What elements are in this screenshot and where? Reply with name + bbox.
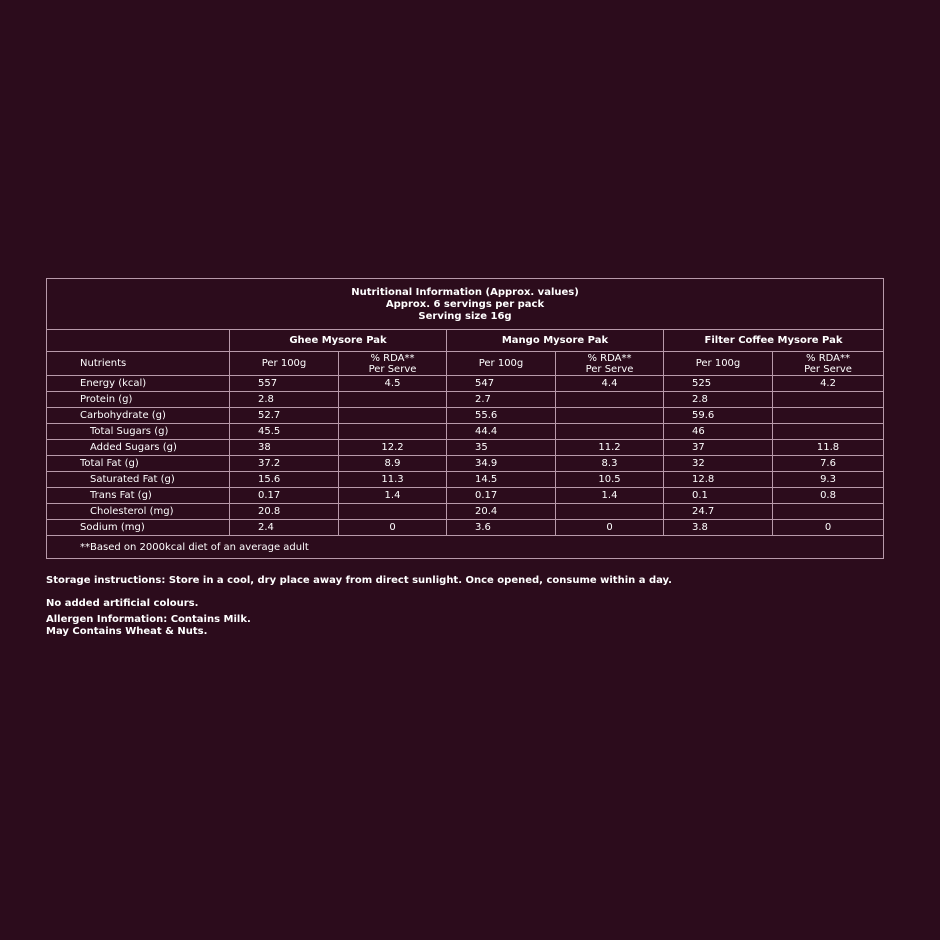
rda-header: % RDA** Per Serve [339,352,447,376]
per100-header: Per 100g [664,352,773,376]
coffee-per100-value: 24.7 [664,504,773,520]
ghee-per100-value: 2.4 [230,520,339,536]
rda-header: % RDA** Per Serve [773,352,884,376]
coffee-per100-value: 12.8 [664,472,773,488]
table-row [47,392,884,408]
coffee-rda-value [773,408,884,424]
ghee-rda-value [339,392,447,408]
mango-rda-value [556,392,664,408]
ghee-rda-value [339,504,447,520]
table-row [47,408,884,424]
title-line-1: Nutritional Information (Approx. values) [351,287,579,298]
mango-rda-value: 1.4 [556,488,664,504]
nutrient-name: Energy (kcal) [47,376,230,392]
rda-header: % RDA** Per Serve [556,352,664,376]
mango-rda-value [556,424,664,440]
nutrient-name: Trans Fat (g) [47,488,230,504]
product-header-row [47,330,884,352]
mango-per100-value: 547 [447,376,556,392]
table-title-row [47,279,884,330]
coffee-rda-value [773,392,884,408]
title-line-3: Serving size 16g [418,311,512,322]
nutrient-name: Total Fat (g) [47,456,230,472]
mango-per100-value: 44.4 [447,424,556,440]
mango-per100-value: 55.6 [447,408,556,424]
mango-rda-value [556,408,664,424]
mango-rda-value: 4.4 [556,376,664,392]
blank-cell [47,330,230,352]
ghee-rda-value: 4.5 [339,376,447,392]
coffee-per100-value: 32 [664,456,773,472]
coffee-rda-value: 0.8 [773,488,884,504]
coffee-rda-value: 9.3 [773,472,884,488]
footnote: **Based on 2000kcal diet of an average adult [47,536,884,559]
nutrient-name: Total Sugars (g) [47,424,230,440]
mango-rda-value: 0 [556,520,664,536]
ghee-per100-value: 20.8 [230,504,339,520]
table-row [47,456,884,472]
per100-header: Per 100g [230,352,339,376]
coffee-per100-value: 2.8 [664,392,773,408]
nutrition-table [46,278,884,559]
table-row [47,472,884,488]
ghee-per100-value: 52.7 [230,408,339,424]
may-contain: May Contains Wheat & Nuts. [46,626,208,637]
mango-per100-value: 2.7 [447,392,556,408]
coffee-rda-value [773,424,884,440]
ghee-rda-value: 12.2 [339,440,447,456]
ghee-per100-value: 37.2 [230,456,339,472]
table-row [47,488,884,504]
nutrients-header: Nutrients [47,352,230,376]
nutrient-name: Sodium (mg) [47,520,230,536]
coffee-per100-value: 525 [664,376,773,392]
no-artificial-colours: No added artificial colours. [46,598,199,609]
nutrient-name: Added Sugars (g) [47,440,230,456]
coffee-per100-value: 37 [664,440,773,456]
table-row [47,520,884,536]
coffee-per100-value: 46 [664,424,773,440]
footnote-row [47,536,884,559]
coffee-rda-value [773,504,884,520]
mango-rda-value: 8.3 [556,456,664,472]
ghee-rda-value: 11.3 [339,472,447,488]
mango-rda-value: 11.2 [556,440,664,456]
ghee-rda-value: 8.9 [339,456,447,472]
mango-rda-value: 10.5 [556,472,664,488]
product-filter-coffee: Filter Coffee Mysore Pak [664,330,884,352]
mango-per100-value: 35 [447,440,556,456]
coffee-rda-value: 0 [773,520,884,536]
coffee-per100-value: 0.1 [664,488,773,504]
nutrient-name: Protein (g) [47,392,230,408]
mango-per100-value: 20.4 [447,504,556,520]
mango-per100-value: 14.5 [447,472,556,488]
coffee-rda-value: 4.2 [773,376,884,392]
ghee-per100-value: 38 [230,440,339,456]
title-line-2: Approx. 6 servings per pack [385,299,545,310]
mango-per100-value: 34.9 [447,456,556,472]
product-mango: Mango Mysore Pak [447,330,664,352]
ghee-per100-value: 15.6 [230,472,339,488]
ghee-per100-value: 2.8 [230,392,339,408]
storage-instructions: Storage instructions: Store in a cool, dry place away from direct sunlight. Once opened, consume within a day. [46,575,672,586]
table-title [47,279,884,330]
ghee-rda-value [339,424,447,440]
per100-header: Per 100g [447,352,556,376]
mango-per100-value: 0.17 [447,488,556,504]
ghee-per100-value: 0.17 [230,488,339,504]
column-header-row [47,352,884,376]
ghee-rda-value: 1.4 [339,488,447,504]
table-row [47,424,884,440]
product-ghee: Ghee Mysore Pak [230,330,447,352]
nutrient-name: Saturated Fat (g) [47,472,230,488]
table-row [47,376,884,392]
coffee-per100-value: 3.8 [664,520,773,536]
nutrient-name: Carbohydrate (g) [47,408,230,424]
table-row [47,504,884,520]
table-row [47,440,884,456]
coffee-per100-value: 59.6 [664,408,773,424]
ghee-rda-value [339,408,447,424]
coffee-rda-value: 7.6 [773,456,884,472]
mango-rda-value [556,504,664,520]
mango-per100-value: 3.6 [447,520,556,536]
ghee-per100-value: 557 [230,376,339,392]
coffee-rda-value: 11.8 [773,440,884,456]
ghee-per100-value: 45.5 [230,424,339,440]
nutrient-name: Cholesterol (mg) [47,504,230,520]
ghee-rda-value: 0 [339,520,447,536]
allergen-information: Allergen Information: Contains Milk. [46,614,251,625]
